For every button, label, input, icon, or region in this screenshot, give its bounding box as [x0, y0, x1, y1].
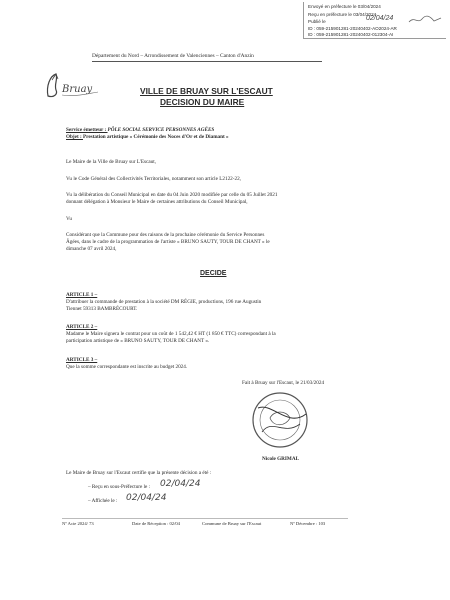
considerant-line-3: dimanche 07 avril 2024, — [66, 246, 117, 252]
header-rule — [92, 61, 322, 62]
decide-heading: DECIDE — [200, 270, 227, 277]
stamp-line-5: ID : 059-215901281-20240402-012304-AI — [308, 32, 394, 37]
service-label: Service émetteur : — [66, 127, 108, 133]
stamp-line-3-label: Publié le — [308, 19, 326, 24]
considerant-line-2: Âgées, dans le cadre de la programmation de l'artiste « BRUNO SAUTY, TOUR DE CHANT » le — [66, 239, 270, 245]
article-3-line-1: Que la somme correspondante est inscrite au budget 2024. — [66, 364, 188, 370]
stamp-line-1: Envoyé en préfecture le 03/04/2024 — [308, 4, 381, 9]
footer-bar — [62, 518, 348, 527]
footer-reception-date: Date de Réception : 02/04 — [132, 521, 180, 526]
official-seal — [248, 388, 312, 452]
objet-line — [66, 134, 229, 141]
deliberation-line-1: Vu la délibération du Conseil Municipal en date du 04 Juin 2020 modifiée par celle du 05 Juillet 2021 — [66, 192, 278, 198]
svg-text:Bruay: Bruay — [62, 84, 93, 95]
footer-decembre: Nº Décembre : 103 — [290, 521, 326, 526]
affiche-label: – Affichée le : — [88, 498, 118, 504]
article-2-title: ARTICLE 2 – — [66, 324, 98, 330]
footer-commune: Commune de Bruay sur l'Escaut — [202, 521, 262, 526]
article-2-line-1: Madame le Maire signera le contrat pour un coût de 1 542,42 € HT (1 850 € TTC) correspondant à la — [66, 331, 276, 337]
affiche-date: 02/04/24 — [126, 493, 167, 503]
deliberation-line-2: donnant délégation à Monsieur le Maire de certaines attributions du Conseil Municipal, — [66, 199, 248, 205]
footer-acte-number: Nº Acte 2024/ 73 — [62, 521, 94, 526]
maire-line: Le Maire de la Ville de Bruay sur L'Escaut, — [66, 159, 156, 165]
stamp-line-4: ID : 059-215901281-20240402-AO2024-AR — [308, 26, 397, 31]
objet-label: Objet : — [66, 134, 83, 140]
document-title-decision: DECISION DU MAIRE — [160, 97, 245, 107]
article-1-line-1: D'attribuer la commande de prestation à la société DM RÉGIE, productions, 196 rue Augustin — [66, 299, 262, 305]
objet-value: Prestation artistique « Cérémonie des Noces d'Or et de Diamant » — [83, 134, 229, 140]
signatory-name: Nicole GRIMAL — [262, 456, 300, 462]
article-3-title: ARTICLE 3 – — [66, 357, 98, 363]
article-1-title: ARTICLE 1 – — [66, 292, 98, 298]
article-2-line-2: participation artistique de « BRUNO SAUTY, TOUR DE CHANT ». — [66, 338, 210, 344]
stamp-handwritten-date: 02/04/24 — [366, 15, 394, 22]
city-logo — [44, 70, 100, 102]
department-header: Département du Nord – Arrondissement de Valenciennes – Canton d'Anzin — [92, 53, 254, 59]
transmis-date: 02/04/24 — [160, 479, 201, 489]
vu-line: Vu — [66, 216, 73, 222]
stamp-line-2: Reçu en préfecture le 03/04/2024 — [308, 12, 377, 17]
cgct-line: Vu le Code Général des Collectivités Territoriales, notamment son article L2122-22, — [66, 176, 241, 182]
prefecture-stamp — [303, 2, 446, 39]
article-1-line-2: Tiennet 59313 BAMBRÉCOURT. — [66, 306, 138, 312]
transmis-label: – Reçu en sous-Préfecture le : — [88, 484, 151, 490]
service-value: PÔLE SOCIAL SERVICE PERSONNES AGÉES — [107, 127, 215, 133]
certify-line: Le Maire de Bruay sur l'Escaut certifie que la présente décision a été : — [66, 470, 212, 476]
document-title-city: VILLE DE BRUAY SUR L'ESCAUT — [140, 86, 273, 96]
service-line — [66, 127, 214, 134]
stamp-scribble — [408, 14, 442, 26]
considerant-line-1: Considérant que la Commune pour des raisons de la prochaine cérémonie du Service Personnes — [66, 232, 265, 238]
place-date-line: Fait à Bruay sur l'Escaut, le 21/03/2024 — [242, 380, 325, 386]
